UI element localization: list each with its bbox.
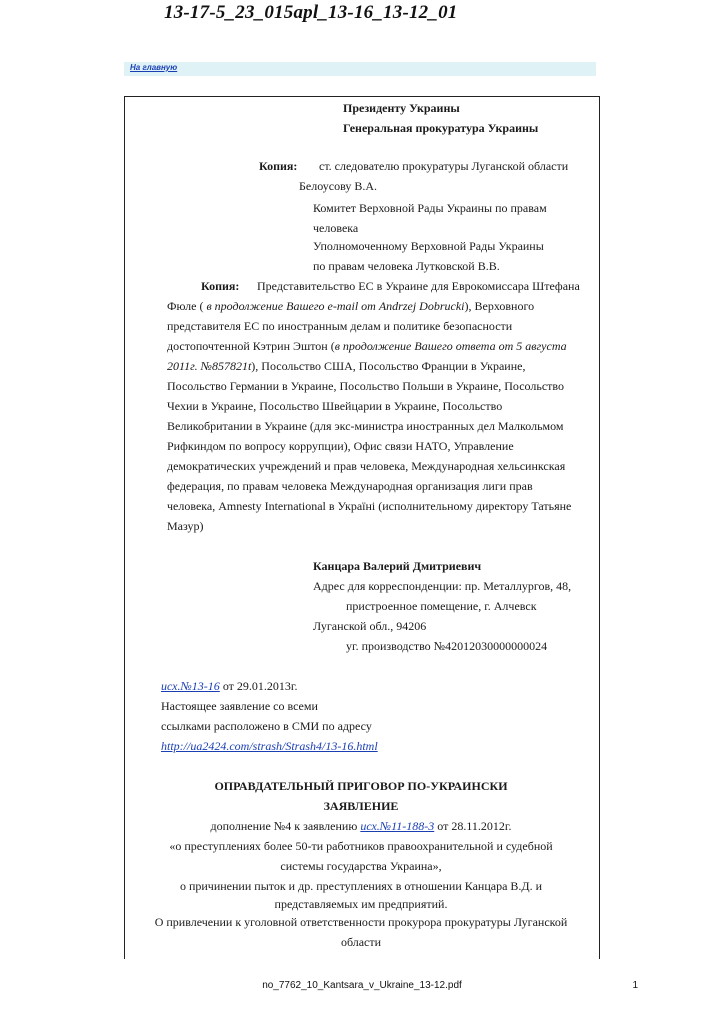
sender-address-1: Адрес для корреспонденции: пр. Металлургов, 48,	[313, 579, 572, 593]
addressee-president: Президенту Украины	[343, 101, 460, 115]
media-url-link[interactable]: http://ua2424.com/strash/Strash4/13-16.html	[161, 739, 378, 753]
copy2-line-5-italic: 2011г. №857821t	[167, 359, 252, 373]
copy2-line-5	[167, 356, 525, 376]
footer-page-number: 1	[632, 980, 638, 991]
sender-address-2: пристроенное помещение, г. Алчевск	[346, 599, 537, 613]
copy1-line-4: человека	[313, 221, 359, 235]
reference-link[interactable]: исх.№13-16	[161, 679, 220, 693]
body-line-1	[124, 816, 598, 836]
copy-label-2: Копия:	[201, 279, 240, 293]
body-line-5: представляемых им предприятий.	[274, 897, 448, 911]
copy2-line-6: Посольство Германии в Украине, Посольство Польши в Украине, Посольство	[167, 379, 565, 393]
body-line-4: о причинении пыток и др. преступлениях в отношении Канцара В.Д. и	[179, 879, 543, 893]
copy2-line-9: Рифкиндом по вопросу коррупции), Офис связи НАТО, Управление	[167, 439, 514, 453]
addressee-prosecutor: Генеральная прокуратура Украины	[343, 121, 539, 135]
copy2-line-2-italic: в продолжение Вашего e-mail от Andrzej Dobrucki	[203, 299, 465, 313]
copy2-line-4-a: достопочтенной Кэтрин Эштон (	[167, 339, 335, 353]
copy2-line-2-c: ), Верховного	[464, 299, 535, 313]
copy2-line-3: представителя ЕС по иностранным делам и политике безопасности	[167, 319, 513, 333]
copy1-line-1: ст. следователю прокуратуры Луганской области	[319, 159, 569, 173]
copy2-line-12: человека, Amnesty International в Україні (исполнительному директору Татьяне	[167, 499, 572, 513]
reference-line-1	[161, 676, 297, 696]
statement-subheading: ЗАЯВЛЕНИЕ	[323, 799, 399, 813]
reference-line-3: ссылками расположено в СМИ по адресу	[161, 719, 372, 733]
copy1-line-5: Уполномоченному Верховной Рады Украины	[313, 239, 544, 253]
home-link[interactable]: На главную	[130, 63, 178, 72]
copy2-line-8: Великобритании в Украине (для экс-министра иностранных дел Малкольмом	[167, 419, 564, 433]
copy1-line-2: Белоусову В.А.	[299, 179, 377, 193]
nav-bar	[124, 62, 596, 76]
body-line-3: системы государства Украина»,	[280, 859, 442, 873]
document-title: 13-17-5_23_015apl_13-16_13-12_01	[164, 2, 458, 23]
reference-line-2: Настоящее заявление со всеми	[161, 699, 318, 713]
sender-address-3: Луганской обл., 94206	[313, 619, 427, 633]
sender-name: Канцара Валерий Дмитриевич	[313, 559, 482, 573]
prior-statement-link[interactable]: исх.№11-188-3	[360, 819, 435, 833]
copy2-line-1: Представительство ЕС в Украине для Еврокомиссара Штефана	[257, 279, 580, 293]
copy2-line-5-b: ), Посольство США, Посольство Франции в Украине,	[251, 359, 526, 373]
copy2-line-2	[167, 296, 534, 316]
statement-heading: ОПРАВДАТЕЛЬНЫЙ ПРИГОВОР ПО-УКРАИНСКИ	[214, 779, 508, 793]
copy-label-1: Копия:	[259, 159, 298, 173]
copy2-line-13: Мазур)	[167, 519, 204, 533]
copy2-line-10: демократических учреждений и прав человека, Международная хельсинкская	[167, 459, 566, 473]
footer-filename: no_7762_10_Kantsara_v_Ukraine_13-12.pdf	[262, 980, 462, 991]
body-line-2: «о преступлениях более 50-ти работников правоохранительной и судебной	[169, 839, 553, 853]
copy2-line-4	[167, 336, 567, 356]
body-line-6: О привлечении к уголовной ответственности прокурора прокуратуры Луганской	[154, 915, 568, 929]
copy1-line-3: Комитет Верховной Рады Украины по правам	[313, 201, 547, 215]
copy2-line-11: федерация, по правам человека Международная организация лиги прав	[167, 479, 533, 493]
copy2-line-4-italic: в продолжение Вашего ответа от 5 августа	[334, 339, 567, 353]
reference-date: от 29.01.2013г.	[219, 679, 298, 693]
body-line-7: области	[340, 935, 382, 949]
copy2-line-2-a: Фюле (	[167, 299, 204, 313]
copy2-line-7: Чехии в Украине, Посольство Швейцарии в Украине, Посольство	[167, 399, 503, 413]
body-line-1-a: дополнение №4 к заявлению	[210, 819, 361, 833]
reference-url-line	[161, 736, 378, 756]
case-number: уг. производство №42012030000000024	[346, 639, 548, 653]
body-line-1-c: от 28.11.2012г.	[434, 819, 512, 833]
copy1-line-6: по правам человека Лутковской В.В.	[313, 259, 500, 273]
